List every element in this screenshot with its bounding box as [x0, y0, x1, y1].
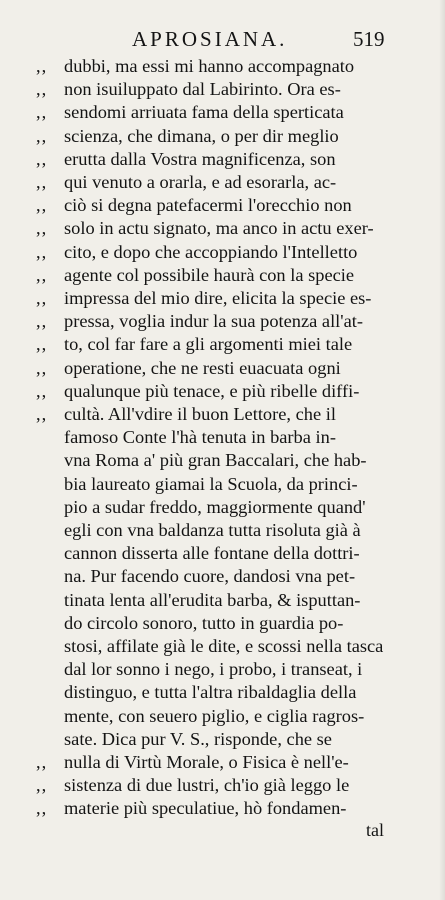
text-line [36, 54, 408, 78]
text-line [36, 100, 408, 124]
line-text: sate. Dica pur V. S., risponde, che se [64, 728, 332, 749]
text-line [36, 402, 408, 426]
text-line [36, 240, 408, 264]
quotation-mark: ,, [36, 288, 48, 308]
page-header [0, 24, 445, 54]
quotation-mark: ,, [36, 79, 48, 100]
text-line [36, 147, 408, 171]
text-line [36, 750, 408, 774]
line-text: stosi, affilate già le dite, e scossi nella tasca [64, 636, 384, 656]
line-text: dubbi, ma essi mi hanno accompagnato [64, 56, 355, 76]
text-line [36, 773, 408, 797]
line-text: na. Pur facendo cuore, dandosi vna pet- [64, 566, 356, 587]
quotation-mark: ,, [36, 241, 48, 262]
line-text: to, col far fare a gli argomenti miei tale [64, 334, 353, 355]
quotation-mark: ,, [36, 357, 48, 378]
quotation-mark: ,, [36, 380, 48, 401]
text-line [36, 286, 408, 310]
line-text: vna Roma a' più gran Baccalari, che hab- [64, 450, 367, 471]
line-text: pressa, voglia indur la sua potenza all'at- [64, 311, 363, 332]
text-line [36, 634, 408, 658]
text-line [36, 588, 408, 612]
quotation-mark: ,, [36, 334, 48, 355]
text-line [36, 495, 408, 519]
line-text: cannon disserta alle fontane della dottri- [64, 543, 360, 564]
line-text: tinata lenta all'erudita barba, & isputtan- [64, 589, 361, 610]
text-line [36, 518, 408, 542]
line-text: agente col possibile haurà con la specie [64, 264, 355, 285]
line-text: sistenza di due lustri, ch'io già leggo le [64, 775, 350, 796]
line-text: operatione, che ne resti euacuata ogni [64, 357, 341, 378]
line-text: qui venuto a orarla, e ad esorarla, ac- [64, 172, 337, 192]
text-line [36, 170, 408, 194]
page-edge-shadow [439, 0, 445, 900]
line-text: dal lor sonno i nego, i probo, i transeat, i [64, 659, 363, 680]
quotation-mark: ,, [36, 752, 48, 772]
text-line [36, 356, 408, 380]
text-line [36, 309, 408, 333]
text-line [36, 77, 408, 101]
line-text: cito, e dopo che accoppiando l'Intelletto [64, 241, 358, 262]
quotation-mark: ,, [36, 775, 48, 796]
text-line [36, 263, 408, 287]
text-line [36, 704, 408, 728]
text-line [36, 657, 408, 681]
quotation-mark: ,, [36, 172, 48, 192]
line-text: materie più speculatiue, hò fondamen- [64, 798, 347, 819]
text-line [36, 425, 408, 449]
quotation-mark: ,, [36, 218, 48, 239]
text-line [36, 611, 408, 635]
line-text: ciò si degna patefacermi l'orecchio non [64, 195, 352, 216]
text-line [36, 193, 408, 217]
line-text: solo in actu signato, ma anco in actu exer- [64, 218, 374, 239]
quotation-mark: ,, [36, 56, 48, 76]
text-line [36, 796, 408, 820]
text-line [36, 541, 408, 565]
line-text: scienza, che dimana, o per dir meglio [64, 125, 339, 146]
line-text: egli con vna baldanza tutta risoluta già à [64, 520, 361, 540]
line-text: cultà. All'vdire il buon Lettore, che il [64, 404, 336, 424]
line-text: impressa del mio dire, elicita la specie es- [64, 288, 372, 308]
quotation-mark: ,, [36, 195, 48, 216]
text-line [36, 216, 408, 240]
line-text: do circolo sonoro, tutto in guardia po- [64, 612, 344, 633]
text-line [36, 332, 408, 356]
line-text: sendomi arriuata fama della sperticata [64, 102, 344, 123]
line-text: non isuiluppato dal Labirinto. Ora es- [64, 79, 341, 100]
line-text: qualunque più tenace, e più ribelle diffi- [64, 380, 360, 401]
text-line [36, 448, 408, 472]
quotation-mark: ,, [36, 404, 48, 424]
text-line [36, 564, 408, 588]
line-text: mente, con seuero piglio, e ciglia ragros- [64, 705, 365, 726]
quotation-mark: ,, [36, 125, 48, 146]
page-number: 519 [353, 27, 385, 51]
quotation-mark: ,, [36, 311, 48, 332]
quotation-mark: ,, [36, 264, 48, 285]
line-text: famoso Conte l'hà tenuta in barba in- [64, 427, 336, 448]
line-text: nulla di Virtù Morale, o Fisica è nell'e- [64, 752, 349, 772]
line-text: bia laureato giamai la Scuola, da princi- [64, 473, 358, 494]
line-text: erutta dalla Vostra magnificenza, son [64, 148, 336, 169]
line-text: pio a sudar freddo, maggiormente quand' [64, 496, 366, 517]
quotation-mark: ,, [36, 102, 48, 123]
text-line [36, 379, 408, 403]
catchword: tal [366, 820, 384, 840]
running-title: APROSIANA. [132, 27, 288, 51]
text-line [36, 472, 408, 496]
line-text: distinguo, e tutta l'altra ribaldaglia della [64, 682, 357, 703]
quotation-mark: ,, [36, 798, 48, 819]
text-line [36, 680, 408, 704]
quotation-mark: ,, [36, 148, 48, 169]
text-line [36, 727, 408, 751]
text-line [36, 124, 408, 148]
